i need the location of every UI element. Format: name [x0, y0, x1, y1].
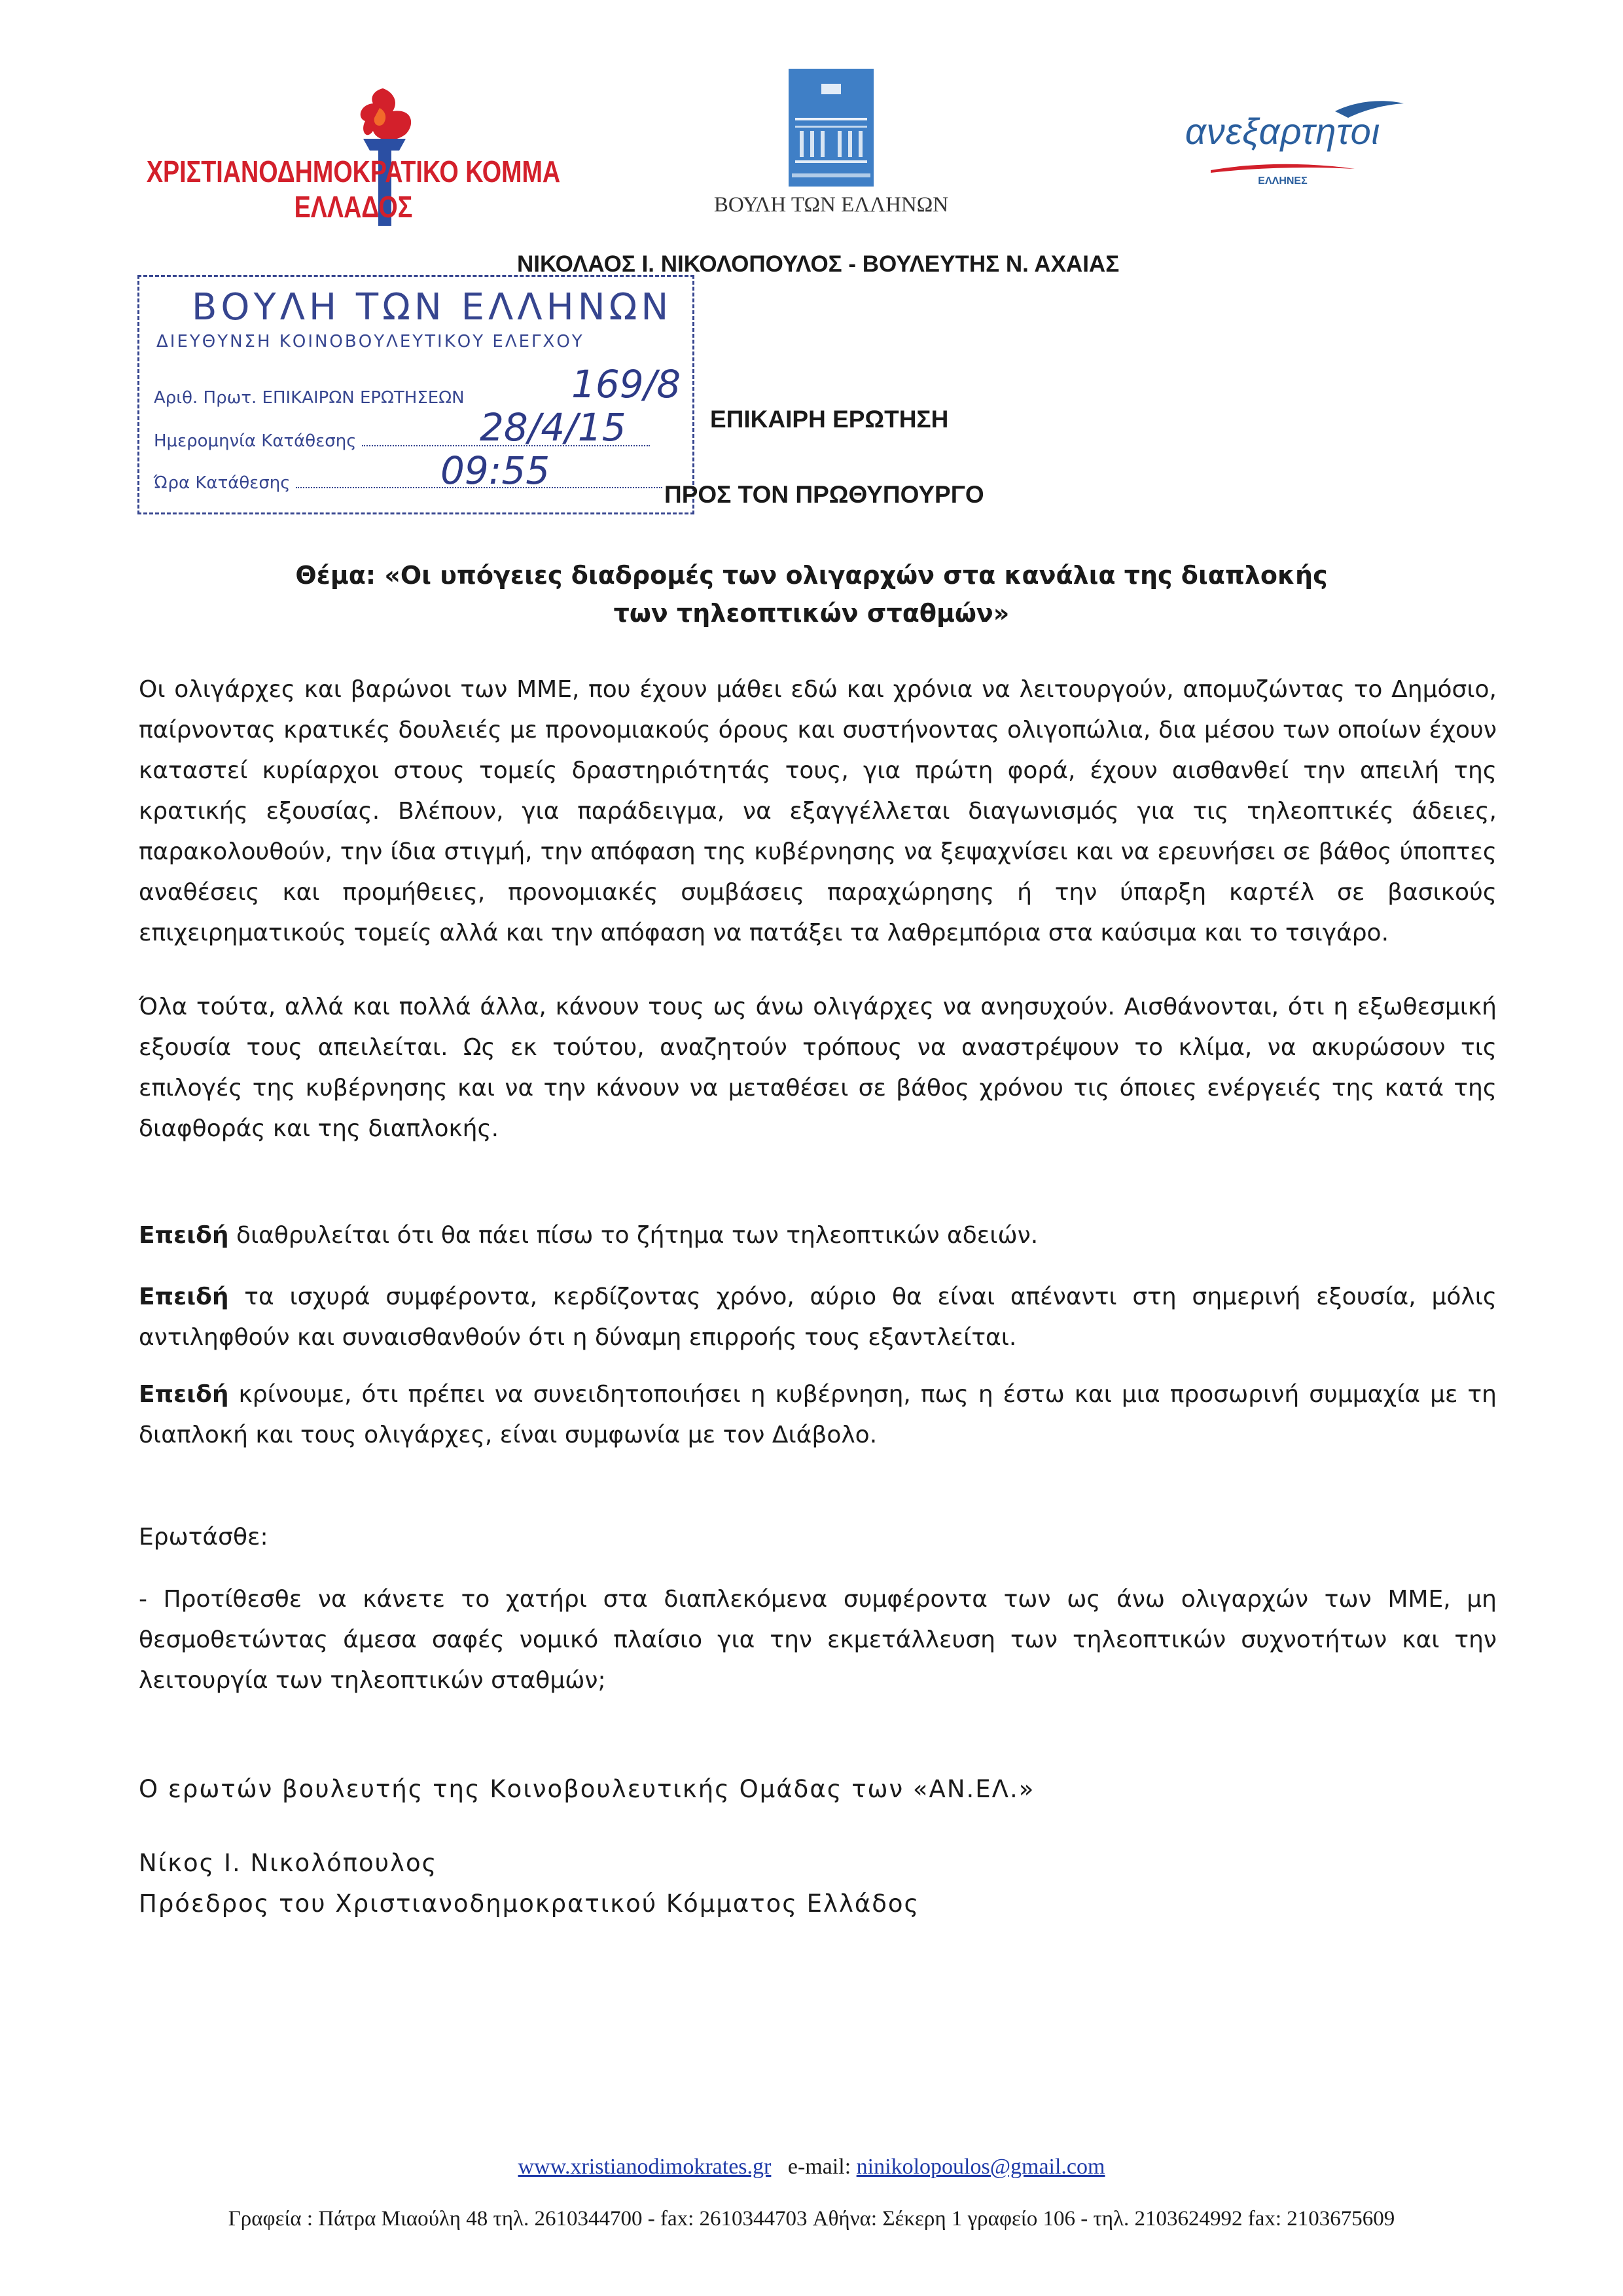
party-name-text: ΧΡΙΣΤΙΑΝΟΔΗΜΟΚΡΑΤΙΚΟ ΚΟΜΜΑ ΕΛΛΑΔΟΣ	[146, 154, 561, 224]
body-paragraph-2: Όλα τούτα, αλλά και πολλά άλλα, κάνουν τους ως άνω ολιγάρχες να ανησυχούν. Αισθάνονται, ότι η εξωθεσμική εξουσία τους απειλείται. Ως εκ τούτου, αναζητούν τρόπους να αναστρέψουν το κλίμα, να ακυρώσουν τις επιλογές της κυβέρνησης και να την κάνουν να μεταθέσει σε βάθος χρόνου τις όποιες ενέργειές της κατά της διαφθοράς και της διαπλοκής.	[139, 994, 1497, 1142]
stamp-time-label: Ώρα Κατάθεσης	[154, 473, 291, 493]
since-text-1: διαθρυλείται ότι θα πάει πίσω το ζήτημα των τηλεοπτικών αδειών.	[236, 1222, 1039, 1249]
questions-label: Ερωτάσθε:	[139, 1524, 268, 1551]
stamp-time-value: 09:55	[440, 448, 550, 493]
since-label: Επειδή	[139, 1283, 229, 1310]
recipient-heading: ΠΡΟΣ ΤΟΝ ΠΡΩΘΥΠΟΥΡΓΟ	[664, 481, 984, 508]
signature-intro: Ο ερωτών βουλευτής της Κοινοβουλευτικής Ομάδας των «ΑΝ.ΕΛ.»	[139, 1775, 1035, 1803]
since-label: Επειδή	[139, 1381, 229, 1408]
subject	[131, 556, 1492, 632]
question-type-heading: ΕΠΙΚΑΙΡΗ ΕΡΩΤΗΣΗ	[710, 406, 949, 433]
stamp-subtitle: ΔΙΕΥΘΥΝΣΗ ΚΟΙΝΟΒΟΥΛΕΥΤΙΚΟΥ ΕΛΕΓΧΟΥ	[156, 332, 584, 351]
stamp-protocol-label: Αριθ. Πρωτ. ΕΠΙΚΑΙΡΩΝ ΕΡΩΤΗΣΕΩΝ	[154, 388, 465, 408]
stamp-date-value: 28/4/15	[480, 405, 626, 450]
since-paragraph-1	[139, 1215, 1497, 1256]
parliament-filing-stamp	[137, 275, 694, 514]
since-text-2: τα ισχυρά συμφέροντα, κερδίζοντας χρόνο, αύριο θα είναι απέναντι στη σημερινή εξουσία, μόλις αντιληφθούν και συναισθανθούν ότι η δύναμη επιρροής τους εξαντλείται.	[139, 1283, 1497, 1351]
signature-title: Πρόεδρος του Χριστιανοδημοκρατικού Κόμματος Ελλάδος	[139, 1890, 920, 1918]
stamp-time-row	[154, 473, 662, 493]
anel-sub-text: ΕΛΛΗΝΕΣ	[1258, 175, 1308, 187]
email-link[interactable]: ninikolopoulos@gmail.com	[856, 2155, 1105, 2179]
parliament-building-icon	[713, 65, 949, 190]
author-line: ΝΙΚΟΛΑΟΣ Ι. ΝΙΚΟΛΟΠΟΥΛΟΣ - ΒΟΥΛΕΥΤΗΣ Ν. ΑΧΑΙΑΣ	[517, 251, 1120, 277]
stamp-protocol-value: 169/8	[571, 362, 681, 406]
christian-democratic-party-logo	[85, 79, 622, 229]
website-link[interactable]: www.xristianodimokrates.gr	[518, 2155, 772, 2179]
subject-line-1: Θέμα: «Οι υπόγειες διαδρομές των ολιγαρχών στα κανάλια της διαπλοκής	[295, 561, 1328, 590]
since-paragraph-2	[139, 1277, 1497, 1358]
footer-address: Γραφεία : Πάτρα Μιαούλη 48 τηλ. 2610344700 - fax: 2610344703 Αθήνα: Σέκερη 1 γραφείο 106 - τηλ. 2103624992 fax: 2103675609	[228, 2207, 1395, 2231]
subject-line-2: των τηλεοπτικών σταθμών»	[613, 599, 1010, 628]
signature-name: Νίκος Ι. Νικολόπουλος	[139, 1849, 438, 1877]
stamp-protocol-row	[154, 388, 465, 408]
since-label: Επειδή	[139, 1222, 229, 1249]
parliament-caption: ΒΟΥΛΗ ΤΩΝ ΕΛΛΗΝΩΝ	[713, 193, 949, 217]
email-label: e-mail:	[787, 2155, 851, 2179]
question-paragraph: - Προτίθεσθε να κάνετε το χατήρι στα διαπλεκόμενα συμφέροντα των ως άνω ολιγαρχών των ΜΜΕ, μη θεσμοθετώντας άμεσα σαφές νομικό πλαίσιο για την εκμετάλλευση των τηλεοπτικών συχνοτήτων και την λειτουργία των τηλεοπτικών σταθμών;	[139, 1586, 1497, 1694]
footer-contact-line	[0, 2155, 1623, 2179]
stamp-title: ΒΟΥΛΗ ΤΩΝ ΕΛΛΗΝΩΝ	[192, 286, 673, 329]
stamp-date-label: Ημερομηνία Κατάθεσης	[154, 431, 357, 451]
anel-brand-text: ανεξαρτητοι	[1185, 111, 1381, 152]
since-text-3: κρίνουμε, ότι πρέπει να συνειδητοποιήσει η κυβέρνηση, πως η έστω και μια προσωρινή συμμαχία με τη διαπλοκή και τους ολιγάρχες, είναι συμφωνία με τον Διάβολο.	[139, 1381, 1497, 1448]
anel-party-logo	[1139, 98, 1427, 209]
body-paragraph-1: Οι ολιγάρχες και βαρώνοι των ΜΜΕ, που έχουν μάθει εδώ και χρόνια να λειτουργούν, απομυζώντας το Δημόσιο, παίρνοντας κρατικές δουλειές με προνομιακούς όρους και συστήνοντας ολιγοπώλια, δια μέσου των οποίων έχουν καταστεί κυρίαρχοι στους τομείς δραστηριότητάς τους, για πρώτη φορά, έχουν αισθανθεί την απειλή της κρατικής εξουσίας. Βλέπουν, για παράδειγμα, να εξαγγέλλεται διαγωνισμός για τις τηλεοπτικές άδειες, παρακολουθούν, την ίδια στιγμή, την απόφαση της κυβέρνησης να ξεψαχνίσει και να ερευνήσει σε βάθος ύποπτες αναθέσεις και προμήθειες, προνομιακές συμβάσεις παραχώρησης ή την ύπαρξη καρτέλ σε βασικούς επιχειρηματικούς τομείς αλλά και την απόφαση να πατάξει τα λαθρεμπόρια στα καύσιμα και το τσιγάρο.	[139, 676, 1497, 946]
hellenic-parliament-logo	[713, 65, 949, 229]
since-paragraph-3	[139, 1374, 1497, 1456]
